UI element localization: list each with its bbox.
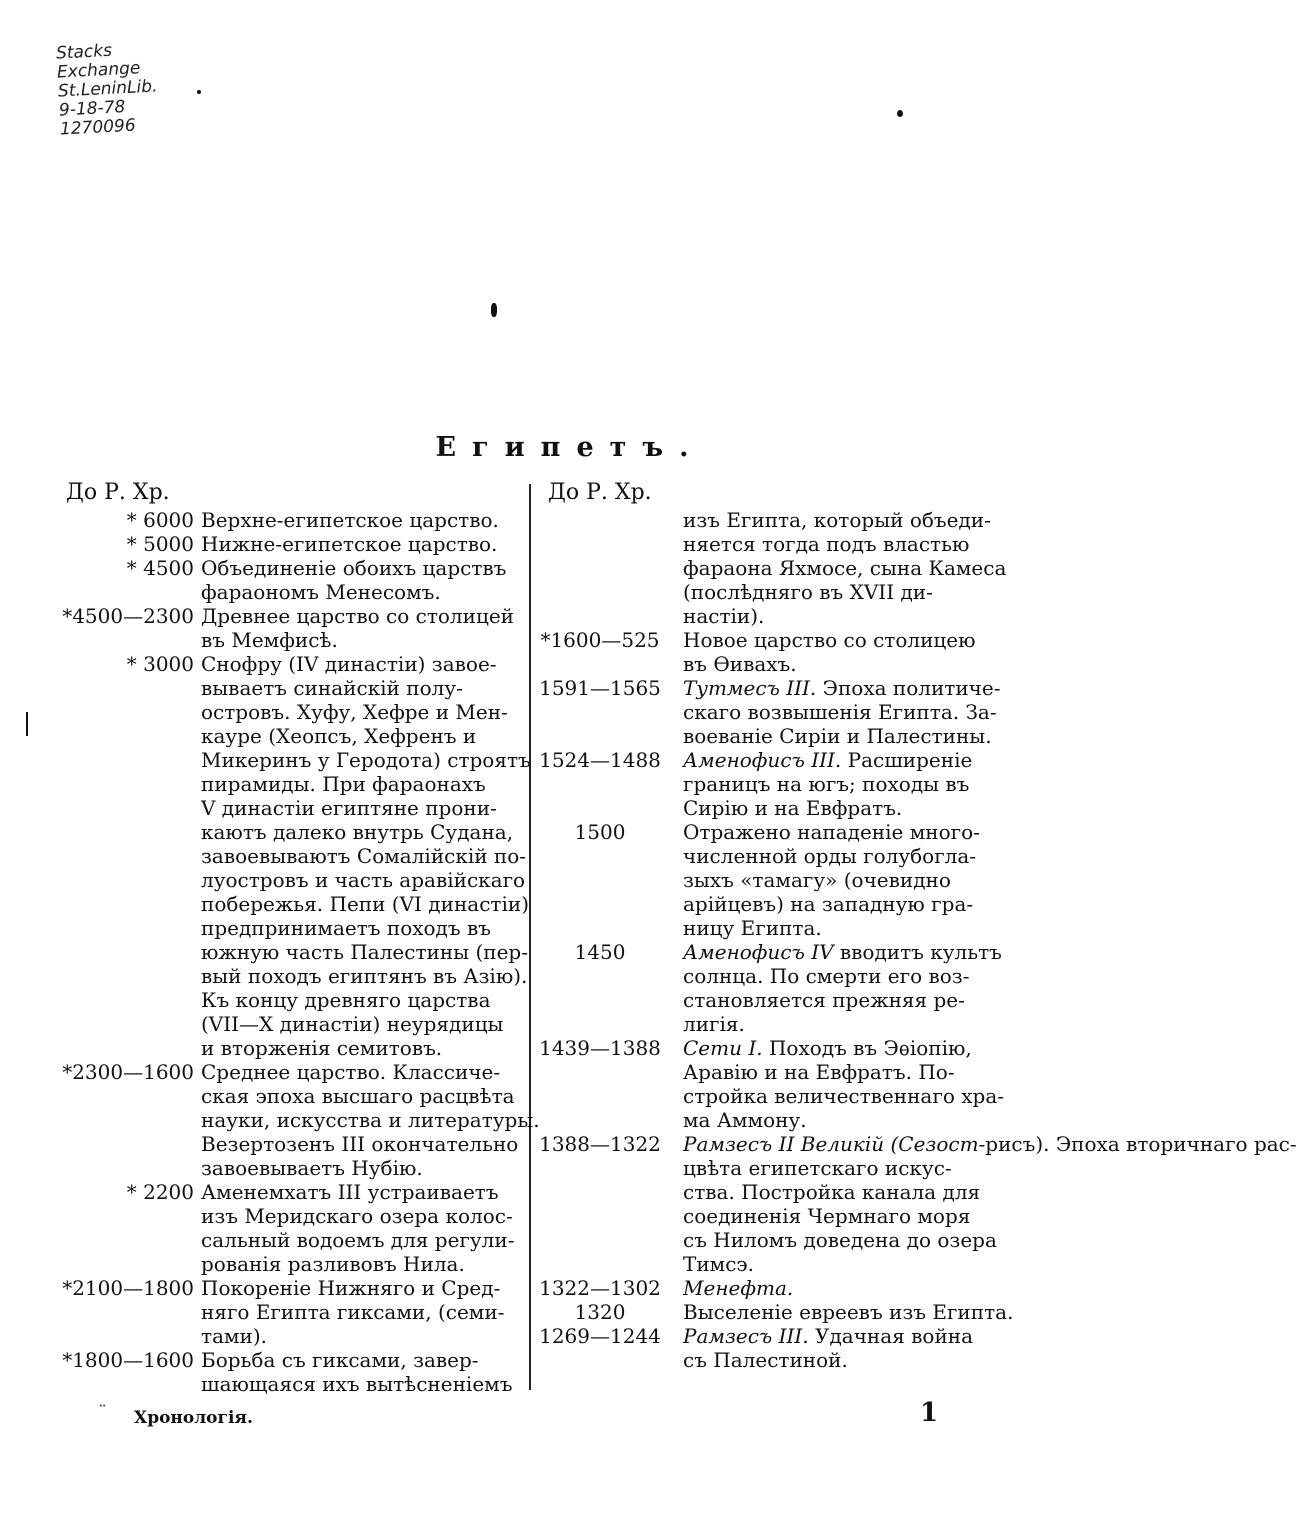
entry-line: лигія. (683, 1012, 745, 1036)
entry-description (683, 1132, 1297, 1276)
entry-date: *1800—1600 (62, 1348, 194, 1372)
entry-line: численной орды голубогла- (683, 844, 977, 868)
entry-description (201, 1348, 531, 1396)
entry-line: изъ Меридскаго озера колос- (201, 1204, 513, 1228)
entry-date: *2100—1800 (62, 1276, 194, 1300)
entry-date: *4500—2300 (62, 604, 194, 628)
entry-description (201, 1276, 531, 1348)
entry-line: Объединеніе обоихъ царствъ (201, 556, 507, 580)
entry-line: Новое царство со столицею (683, 628, 976, 652)
entry-line: цвѣта египетскаго искус- (683, 1156, 952, 1180)
entry-line: ницу Египта. (683, 916, 822, 940)
entry-date: 1269—1244 (539, 1324, 661, 1348)
entry-line: рованія разливовъ Нила. (201, 1252, 465, 1276)
entry-line: границъ на югъ; походы въ (683, 772, 970, 796)
entry-line: науки, искусства и литературы. (201, 1108, 540, 1132)
ruler-name: Менефта. (683, 1276, 794, 1300)
ruler-name: Сети I. (683, 1036, 763, 1060)
entry-line: кауре (Хеопсъ, Хефренъ и (201, 724, 477, 748)
entry-line: ская эпоха высшаго расцвѣта (201, 1084, 515, 1108)
entry-line: Къ концу древняго царства (201, 988, 491, 1012)
entry-date: 1439—1388 (539, 1036, 661, 1060)
chronology-entry (538, 748, 1018, 820)
entry-date: 1450 (574, 940, 626, 964)
chronology-entry (56, 556, 536, 604)
entry-date: * 5000 (126, 532, 194, 556)
entry-description (683, 940, 1003, 1036)
chronology-entry (538, 1036, 1018, 1132)
entry-line: Среднее царство. Классиче- (201, 1060, 501, 1084)
entry-date: *1600—525 (540, 628, 660, 652)
chronology-entry (538, 676, 1018, 748)
entry-line: каютъ далеко внутрь Судана, (201, 820, 514, 844)
ink-speck (197, 90, 201, 94)
page-number: 1 (920, 1398, 939, 1428)
entry-line: Тимсэ. (683, 1252, 754, 1276)
entry-line: тами). (201, 1324, 268, 1348)
ruler-name: Рамзесъ II Великій (Сезост- (683, 1132, 986, 1156)
entry-date: 1320 (574, 1300, 626, 1324)
entry-line: Сети I. Походъ въ Эѳіопію, (683, 1036, 972, 1060)
entry-line: Рамзесъ II Великій (Сезост-рисъ). Эпоха вторичнаго рас- (683, 1132, 1297, 1156)
entry-line: изъ Египта, который объеди- (683, 508, 991, 532)
handwritten-line: 1270096 (59, 115, 137, 140)
entry-line: становляется прежняя ре- (683, 988, 965, 1012)
entry-line: V династіи египтяне прони- (201, 796, 497, 820)
entry-line: Нижне-египетское царство. (201, 532, 498, 556)
entry-line: няется тогда подъ властью (683, 532, 970, 556)
entry-line: Сирію и на Евфратъ. (683, 796, 903, 820)
handwritten-line: 9-18-78 (58, 97, 126, 121)
entry-line: Тутмесъ III. Эпоха политиче- (683, 676, 1001, 700)
handwritten-line: Stacks (55, 40, 113, 64)
entry-line: Аменемхатъ III устраиваетъ (201, 1180, 499, 1204)
entry-line: настіи). (683, 604, 765, 628)
entry-line: Отражено нападеніе много- (683, 820, 980, 844)
entry-line: соединенія Чермнаго моря (683, 1204, 971, 1228)
chronology-entry (56, 1276, 536, 1348)
entry-line: ма Аммону. (683, 1108, 807, 1132)
chronology-entry (56, 1060, 540, 1180)
footer-label: Хронологія. (134, 1408, 253, 1428)
entry-line: зыхъ «тамагу» (очевидно (683, 868, 951, 892)
entry-line: пирамиды. При фараонахъ (201, 772, 486, 796)
chronology-entry (56, 1348, 536, 1396)
chronology-entry (538, 1276, 1018, 1300)
entry-line: скаго возвышенія Египта. За- (683, 700, 997, 724)
entry-date: * 6000 (126, 508, 194, 532)
entry-description (683, 1276, 1003, 1300)
entry-date: * 3000 (126, 652, 194, 676)
entry-description (683, 628, 1003, 676)
entry-line: арійцевъ) на западную гра- (683, 892, 974, 916)
entry-description (201, 556, 531, 604)
ruler-name: Аменофисъ III. (683, 748, 842, 772)
entry-description (201, 652, 531, 1060)
footer-ornament: ¨ (98, 1402, 107, 1423)
entry-description (683, 508, 1007, 628)
entry-description (683, 1036, 1003, 1132)
entry-date: *2300—1600 (62, 1060, 194, 1084)
entry-line: Аравію и на Евфратъ. По- (683, 1060, 955, 1084)
entry-date: 1500 (574, 820, 626, 844)
entry-line: (послѣдняго въ XVII ди- (683, 580, 933, 604)
entry-line: побережья. Пепи (VI династіи) (201, 892, 529, 916)
right-column-heading: До Р. Хр. (548, 480, 652, 505)
chronology-entry (538, 508, 1018, 628)
entry-date: * 4500 (126, 556, 194, 580)
entry-line: Рамзесъ III. Удачная война (683, 1324, 974, 1348)
entry-line: Борьба съ гиксами, завер- (201, 1348, 479, 1372)
entry-description (201, 1060, 540, 1180)
entry-line: Древнее царство со столицей (201, 604, 514, 628)
entry-line: Верхне-египетское царство. (201, 508, 499, 532)
entry-line: Аменофисъ III. Расширеніе (683, 748, 973, 772)
entry-description (683, 748, 1003, 820)
entry-description (683, 1324, 1003, 1372)
entry-line: островъ. Хуфу, Хефре и Мен- (201, 700, 508, 724)
entry-line (683, 1276, 1003, 1300)
entry-line: съ Палестиной. (683, 1348, 848, 1372)
chronology-entry (538, 1324, 1018, 1372)
entry-line: стройка величественнаго хра- (683, 1084, 1004, 1108)
entry-line: южную часть Палестины (пер- (201, 940, 528, 964)
ink-speck (897, 110, 903, 117)
entry-line: вываетъ синайскій полу- (201, 676, 463, 700)
entry-line: солнца. По смерти его воз- (683, 964, 970, 988)
entry-line: завоевываетъ Нубію. (201, 1156, 423, 1180)
entry-line: съ Ниломъ доведена до озера (683, 1228, 997, 1252)
chronology-entry (56, 604, 536, 652)
chronology-entry (538, 1300, 1018, 1324)
entry-line: сальный водоемъ для регули- (201, 1228, 515, 1252)
entry-description (683, 1300, 1014, 1324)
handwritten-line: St.LeninLib. (57, 76, 158, 102)
entry-line: Покореніе Нижняго и Сред- (201, 1276, 501, 1300)
entry-line: Микеринъ у Геродота) строятъ (201, 748, 531, 772)
entry-line: няго Египта гиксами, (семи- (201, 1300, 505, 1324)
left-column-heading: До Р. Хр. (66, 480, 170, 505)
chronology-entry (538, 940, 1018, 1036)
ink-speck (491, 303, 497, 317)
page-title: Египетъ. (435, 432, 705, 463)
entry-line: предпринимаетъ походъ въ (201, 916, 491, 940)
entry-line: въ Ѳивахъ. (683, 652, 797, 676)
entry-description (201, 604, 531, 652)
entry-date: 1322—1302 (539, 1276, 661, 1300)
entry-line: вый походъ египтянъ въ Азію). (201, 964, 528, 988)
ink-speck (26, 712, 28, 736)
entry-line: Снофру (IV династіи) завое- (201, 652, 497, 676)
entry-line: Аменофисъ IV вводитъ культъ (683, 940, 1002, 964)
entry-line: и вторженія семитовъ. (201, 1036, 443, 1060)
entry-line: Выселеніе евреевъ изъ Египта. (683, 1300, 1014, 1324)
entry-line: шающаяся ихъ вытѣсненіемъ (201, 1372, 513, 1396)
entry-description (201, 508, 531, 532)
entry-description (683, 676, 1003, 748)
entry-line: въ Мемфисѣ. (201, 628, 338, 652)
handwritten-line: Exchange (56, 58, 141, 83)
chronology-entry (56, 652, 536, 1060)
entry-description (201, 1180, 531, 1276)
ruler-name: Тутмесъ III. (683, 676, 817, 700)
chronology-entry (538, 628, 1018, 676)
chronology-entry (538, 1132, 1297, 1276)
entry-date: 1591—1565 (539, 676, 661, 700)
entry-line: фараономъ Менесомъ. (201, 580, 441, 604)
entry-line: ства. Постройка канала для (683, 1180, 981, 1204)
entry-date: * 2200 (126, 1180, 194, 1204)
ruler-name: Аменофисъ IV (683, 940, 834, 964)
ruler-name: Рамзесъ III. (683, 1324, 809, 1348)
entry-line: фараона Яхмосе, сына Камеса (683, 556, 1007, 580)
handwritten-note (56, 39, 160, 139)
entry-line: (VII—X династіи) неурядицы (201, 1012, 504, 1036)
chronology-entry (56, 508, 536, 532)
entry-description (201, 532, 531, 556)
entry-line: воеваніе Сиріи и Палестины. (683, 724, 992, 748)
entry-date: 1388—1322 (539, 1132, 661, 1156)
entry-line: Везертозенъ III окончательно (201, 1132, 519, 1156)
entry-date: 1524—1488 (539, 748, 661, 772)
entry-line: луостровъ и часть аравійскаго (201, 868, 526, 892)
chronology-entry (56, 1180, 536, 1276)
entry-description (683, 820, 1003, 940)
chronology-entry (538, 820, 1018, 940)
entry-line: завоевываютъ Сомалійскій по- (201, 844, 527, 868)
chronology-entry (56, 532, 536, 556)
